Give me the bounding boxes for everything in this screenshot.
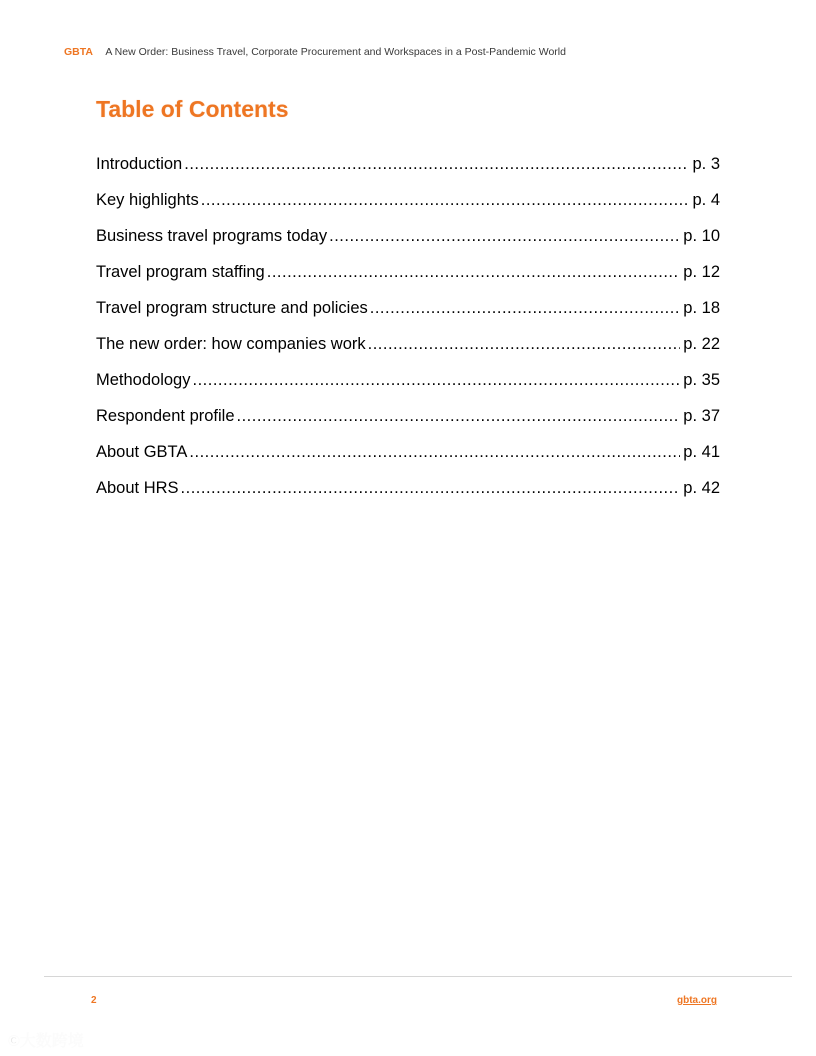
toc-entry-about-hrs[interactable]	[96, 476, 720, 512]
toc-entry-page: p. 37	[683, 407, 720, 425]
toc-entry-respondent-profile[interactable]	[96, 404, 720, 440]
toc-entry-introduction[interactable]	[96, 152, 720, 188]
toc-entry-label: Respondent profile	[96, 407, 235, 425]
footer-page-number: 2	[91, 995, 97, 1006]
toc-dot-leader	[189, 440, 680, 464]
toc-entry-page: p. 22	[683, 335, 720, 353]
toc-entry-label: Business travel programs today	[96, 227, 328, 245]
toc-dot-leader	[201, 188, 690, 212]
toc-dot-leader	[192, 368, 680, 392]
toc-entry-page: p. 4	[692, 191, 720, 209]
toc-entry-page: p. 18	[683, 299, 720, 317]
toc-dot-leader	[368, 332, 681, 356]
toc-dot-leader	[329, 224, 680, 248]
toc-list	[96, 152, 720, 512]
toc-entry-page: p. 42	[683, 479, 720, 497]
toc-entry-about-gbta[interactable]	[96, 440, 720, 476]
toc-entry-label: Introduction	[96, 155, 183, 173]
toc-entry-label: The new order: how companies work	[96, 335, 366, 353]
footer-site-link[interactable]: gbta.org	[677, 995, 717, 1006]
toc-dot-leader	[370, 296, 681, 320]
toc-entry-page: p. 12	[683, 263, 720, 281]
toc-entry-methodology[interactable]	[96, 368, 720, 404]
toc-dot-leader	[184, 152, 689, 176]
toc-entry-business-travel-programs-today[interactable]	[96, 224, 720, 260]
toc-entry-label: About HRS	[96, 479, 179, 497]
toc-entry-page: p. 10	[683, 227, 720, 245]
toc-entry-key-highlights[interactable]	[96, 188, 720, 224]
toc-entry-page: p. 35	[683, 371, 720, 389]
header-title: A New Order: Business Travel, Corporate Procurement and Workspaces in a Post-Pandemic World	[105, 46, 566, 58]
watermark: ©大数跨境	[8, 1033, 84, 1050]
toc-entry-the-new-order[interactable]	[96, 332, 720, 368]
toc-entry-page: p. 3	[692, 155, 720, 173]
toc-entry-page: p. 41	[683, 443, 720, 461]
toc-entry-travel-program-staffing[interactable]	[96, 260, 720, 296]
toc-dot-leader	[267, 260, 681, 284]
toc-dot-leader	[181, 476, 681, 500]
header-brand: GBTA	[64, 46, 93, 58]
toc-dot-leader	[237, 404, 681, 428]
toc-entry-label: Key highlights	[96, 191, 199, 209]
toc-entry-travel-program-structure[interactable]	[96, 296, 720, 332]
toc-entry-label: About GBTA	[96, 443, 188, 461]
footer-divider	[44, 976, 792, 977]
toc-title: Table of Contents	[96, 96, 289, 122]
toc-entry-label: Travel program structure and policies	[96, 299, 368, 317]
toc-entry-label: Travel program staffing	[96, 263, 265, 281]
toc-entry-label: Methodology	[96, 371, 191, 389]
running-header	[64, 46, 566, 58]
